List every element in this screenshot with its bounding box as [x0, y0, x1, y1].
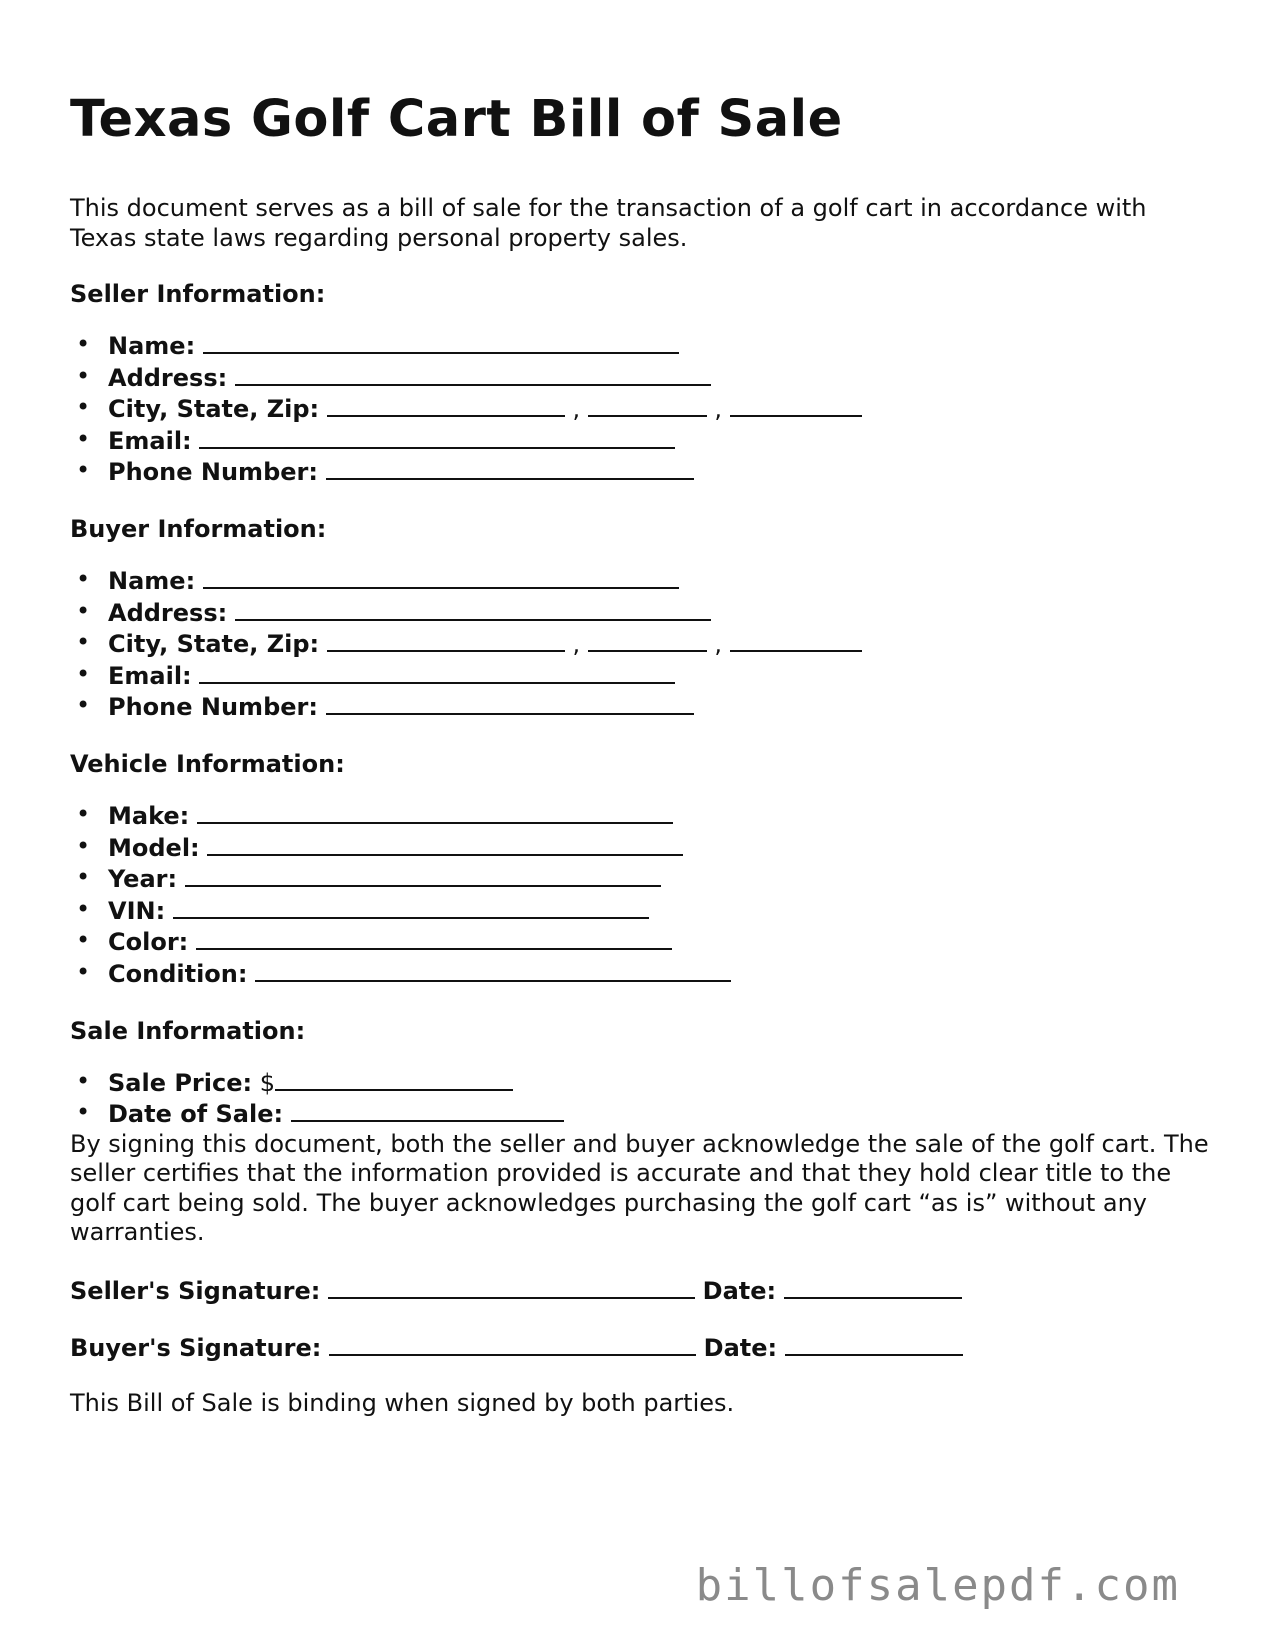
vehicle-make-label: Make: [108, 801, 190, 830]
bullet: • [76, 926, 91, 955]
buyer-state-blank[interactable] [588, 628, 707, 652]
buyer-zip-blank[interactable] [730, 628, 862, 652]
buyer-email-field [76, 659, 1220, 692]
buyer-phone-blank[interactable] [326, 691, 694, 715]
seller-signature-blank[interactable] [328, 1275, 695, 1299]
bullet: • [76, 863, 91, 892]
seller-city-field [76, 393, 1220, 425]
buyer-date-label: Date: [703, 1333, 778, 1362]
seller-date-blank[interactable] [784, 1275, 962, 1299]
buyer-date-blank[interactable] [785, 1332, 963, 1356]
bullet: • [76, 659, 91, 688]
sale-price-label: Sale Price: [108, 1068, 253, 1097]
buyer-address-label: Address: [108, 598, 228, 627]
vehicle-vin-label: VIN: [108, 896, 166, 925]
seller-address-field [76, 361, 1220, 394]
vehicle-heading: Vehicle Information: [70, 749, 345, 778]
buyer-heading: Buyer Information: [70, 514, 327, 543]
separator: , [572, 395, 581, 424]
vehicle-condition-field [76, 957, 1220, 990]
bullet: • [76, 1098, 91, 1127]
seller-zip-blank[interactable] [730, 393, 862, 417]
vehicle-make-field [76, 799, 1220, 832]
seller-address-label: Address: [108, 363, 228, 392]
watermark: billofsalepdf.com [695, 1560, 1180, 1611]
sale-date-label: Date of Sale: [108, 1100, 284, 1129]
bullet: • [76, 628, 91, 657]
buyer-fields [70, 565, 1220, 723]
buyer-name-field [76, 564, 1220, 597]
buyer-address-field [76, 596, 1220, 629]
bill-of-sale-page [70, 90, 1220, 1417]
bullet: • [76, 799, 91, 828]
buyer-name-label: Name: [108, 566, 196, 595]
vehicle-model-label: Model: [108, 833, 200, 862]
sale-price-field [76, 1066, 1220, 1099]
buyer-signature-line [70, 1332, 1220, 1362]
seller-date-label: Date: [702, 1276, 777, 1305]
buyer-phone-label: Phone Number: [108, 693, 318, 722]
buyer-email-blank[interactable] [199, 660, 675, 684]
vehicle-year-label: Year: [108, 865, 178, 894]
sale-fields [70, 1067, 1220, 1130]
buyer-city-field [76, 628, 1220, 660]
buyer-city-label: City, State, Zip: [108, 630, 320, 659]
vehicle-fields [70, 800, 1220, 990]
seller-heading: Seller Information: [70, 280, 326, 308]
bullet: • [76, 691, 91, 720]
seller-email-field [76, 424, 1220, 457]
vehicle-vin-blank[interactable] [173, 895, 649, 919]
vehicle-model-blank[interactable] [207, 832, 683, 856]
seller-signature-line [70, 1275, 1220, 1305]
seller-state-blank[interactable] [588, 393, 707, 417]
seller-email-blank[interactable] [199, 425, 675, 449]
seller-name-label: Name: [108, 332, 196, 360]
closing-statement: This Bill of Sale is binding when signed by both parties. [70, 1388, 735, 1417]
intro-paragraph: This document serves as a bill of sale for the transaction of a golf cart in accordance with Texas state laws regarding personal property sales. [70, 194, 1147, 252]
seller-signature-label: Seller's Signature: [70, 1276, 321, 1305]
bullet: • [76, 564, 91, 593]
seller-phone-label: Phone Number: [108, 458, 318, 487]
sale-date-blank[interactable] [291, 1098, 564, 1122]
vehicle-color-field [76, 926, 1220, 958]
seller-phone-blank[interactable] [326, 456, 694, 480]
document-title: Texas Golf Cart Bill of Sale [70, 90, 843, 149]
separator: , [714, 630, 722, 659]
sale-date-field [76, 1098, 1220, 1130]
bullet: • [76, 831, 91, 860]
vehicle-color-label: Color: [108, 928, 189, 957]
vehicle-make-blank[interactable] [197, 800, 673, 824]
seller-email-label: Email: [108, 426, 192, 455]
bullet: • [76, 424, 91, 453]
bullet: • [76, 361, 91, 390]
buyer-name-blank[interactable] [203, 565, 679, 589]
separator: , [714, 395, 722, 424]
vehicle-color-blank[interactable] [196, 926, 672, 950]
vehicle-condition-label: Condition: [108, 959, 248, 988]
acknowledgement-paragraph: By signing this document, both the seller and buyer acknowledge the sale of the golf cart. The seller certifies that the information provided is accurate and that they hold clear title to the golf cart being sold. The buyer acknowledges purchasing the golf cart “as is” without any warranties. [70, 1129, 1209, 1247]
vehicle-vin-field [76, 894, 1220, 927]
buyer-phone-field [76, 691, 1220, 723]
seller-phone-field [76, 456, 1220, 488]
bullet: • [76, 330, 91, 358]
vehicle-year-field [76, 863, 1220, 895]
vehicle-condition-blank[interactable] [255, 958, 731, 982]
seller-city-label: City, State, Zip: [108, 395, 320, 424]
buyer-signature-blank[interactable] [329, 1332, 696, 1356]
vehicle-year-blank[interactable] [185, 863, 661, 887]
buyer-signature-label: Buyer's Signature: [70, 1333, 322, 1362]
bullet: • [76, 957, 91, 986]
buyer-address-blank[interactable] [235, 597, 711, 621]
buyer-email-label: Email: [108, 661, 192, 690]
seller-name-field [76, 330, 1220, 362]
seller-city-blank[interactable] [327, 393, 565, 417]
seller-fields [70, 330, 1220, 488]
vehicle-model-field [76, 831, 1220, 864]
bullet: • [76, 1066, 91, 1095]
seller-address-blank[interactable] [235, 362, 711, 386]
sale-heading: Sale Information: [70, 1016, 306, 1045]
separator: , [572, 630, 581, 659]
currency-symbol: $ [259, 1068, 276, 1097]
bullet: • [76, 393, 91, 422]
buyer-city-blank[interactable] [327, 628, 565, 652]
bullet: • [76, 456, 91, 485]
sale-price-blank[interactable] [275, 1067, 513, 1091]
bullet: • [76, 596, 91, 625]
bullet: • [76, 894, 91, 923]
seller-name-blank[interactable] [203, 330, 679, 354]
